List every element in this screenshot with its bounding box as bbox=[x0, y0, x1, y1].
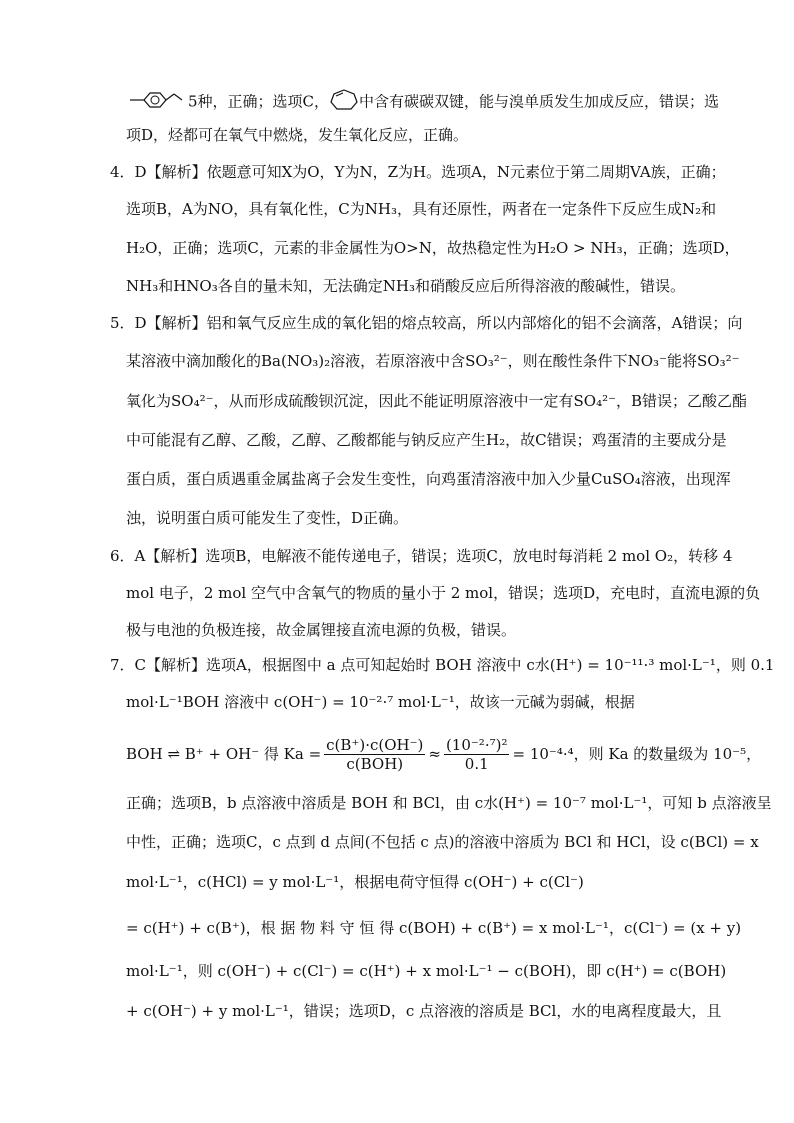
ka-fraction-1-denominator: c(BOH) bbox=[346, 754, 404, 773]
ka-fraction-1 bbox=[324, 736, 425, 773]
q6-line-1: 6．A【解析】选项B，电解液不能传递电子，错误；选项C，放电时每消耗 2 mol O₂，转移 4 bbox=[110, 547, 733, 565]
line-1-text-b: 中含有碳碳双键，能与溴单质发生加成反应，错误；选 bbox=[359, 92, 720, 111]
approx-sign: ≈ bbox=[428, 745, 441, 763]
q7-equation-prefix: BOH ⇌ B⁺ + OH⁻ 得 Ka = bbox=[126, 745, 322, 763]
cycloheptene-structure-icon bbox=[329, 88, 359, 117]
q7-line-9: + c(OH⁻) + y mol·L⁻¹，错误；选项D，c 点溶液的溶质是 BCl，水的电离程度最大，且 bbox=[126, 1002, 722, 1020]
q5-line-4: 中可能混有乙醇、乙酸，乙醇、乙酸都能与钠反应产生H₂，故C错误；鸡蛋清的主要成分是 bbox=[126, 431, 727, 449]
q7-line-2: mol·L⁻¹BOH 溶液中 c(OH⁻) = 10⁻²·⁷ mol·L⁻¹，故该一元碱为弱碱，根据 bbox=[126, 693, 635, 711]
q7-equation-suffix: = 10⁻⁴·⁴，则 Ka 的数量级为 10⁻⁵， bbox=[512, 745, 762, 763]
q5-line-5: 蛋白质，蛋白质遇重金属盐离子会发生变性，向鸡蛋清溶液中加入少量CuSO₄溶液，出现浑 bbox=[126, 470, 731, 488]
q7-line-4: 正确；选项B，b 点溶液中溶质是 BOH 和 BCl，由 c水(H⁺) = 10⁻⁷ mol·L⁻¹，可知 b 点溶液呈 bbox=[126, 794, 772, 812]
q7-line-6: mol·L⁻¹，c(HCl) = y mol·L⁻¹，根据电荷守恒得 c(OH⁻) + c(Cl⁻) bbox=[126, 873, 584, 891]
q5-line-1: 5．D【解析】铝和氧气反应生成的氧化铝的熔点较高，所以内部熔化的铝不会滴落，A错误；向 bbox=[110, 314, 743, 332]
toluene-derivative-structure-icon bbox=[128, 90, 188, 115]
q5-line-2: 某溶液中滴加酸化的Ba(NO₃)₂溶液，若原溶液中含SO₃²⁻，则在酸性条件下NO₃⁻能将SO₃²⁻ bbox=[126, 352, 740, 370]
line-1-text-a: 5种，正确；选项C， bbox=[188, 92, 330, 111]
ka-fraction-2-denominator: 0.1 bbox=[464, 754, 489, 773]
line-2: 项D，烃都可在氧气中燃烧，发生氧化反应，正确。 bbox=[126, 126, 469, 144]
q4-line-2: 选项B，A为NO，具有氧化性，C为NH₃，具有还原性，两者在一定条件下反应生成N₂和 bbox=[126, 200, 717, 218]
q7-line-1: 7．C【解析】选项A，根据图中 a 点可知起始时 BOH 溶液中 c水(H⁺) = 10⁻¹¹·³ mol·L⁻¹，则 0.1 bbox=[110, 656, 775, 674]
q4-line-4: NH₃和HNO₃各自的量未知，无法确定NH₃和硝酸反应后所得溶液的酸碱性，错误。 bbox=[126, 277, 685, 295]
ka-fraction-2 bbox=[444, 736, 510, 773]
q6-line-3: 极与电池的负极连接，故金属锂接直流电源的负极，错误。 bbox=[126, 621, 517, 639]
q7-equation-line bbox=[126, 734, 762, 774]
q4-line-1: 4．D【解析】依题意可知X为O，Y为N，Z为H。选项A，N元素位于第二周期VA族，正确； bbox=[110, 163, 726, 181]
q5-line-3: 氧化为SO₄²⁻，从而形成硫酸钡沉淀，因此不能证明原溶液中一定有SO₄²⁻，B错误；乙酸乙酯 bbox=[126, 392, 748, 410]
ka-fraction-1-numerator: c(B⁺)·c(OH⁻) bbox=[326, 735, 424, 754]
q7-line-8: mol·L⁻¹，则 c(OH⁻) + c(Cl⁻) = c(H⁺) + x mol·L⁻¹ − c(BOH)，即 c(H⁺) = c(BOH) bbox=[126, 962, 727, 980]
q6-line-2: mol 电子，2 mol 空气中含氧气的物质的量小于 2 mol，错误；选项D，充电时，直流电源的负 bbox=[126, 584, 761, 602]
q7-line-7: = c(H⁺) + c(B⁺)，根 据 物 料 守 恒 得 c(BOH) + c(B⁺) = x mol·L⁻¹，c(Cl⁻) = (x + y) bbox=[126, 919, 742, 937]
ka-fraction-2-numerator: (10⁻²·⁷)² bbox=[445, 735, 508, 754]
q4-line-3: H₂O，正确；选项C，元素的非金属性为O>N，故热稳定性为H₂O > NH₃，正确；选项D， bbox=[126, 239, 740, 257]
q7-line-5: 中性，正确；选项C，c 点到 d 点间(不包括 c 点)的溶液中溶质为 BCl 和 HCl，设 c(BCl) = x bbox=[126, 833, 759, 851]
line-1 bbox=[128, 88, 720, 117]
q5-line-6: 浊，说明蛋白质可能发生了变性，D正确。 bbox=[126, 509, 409, 527]
